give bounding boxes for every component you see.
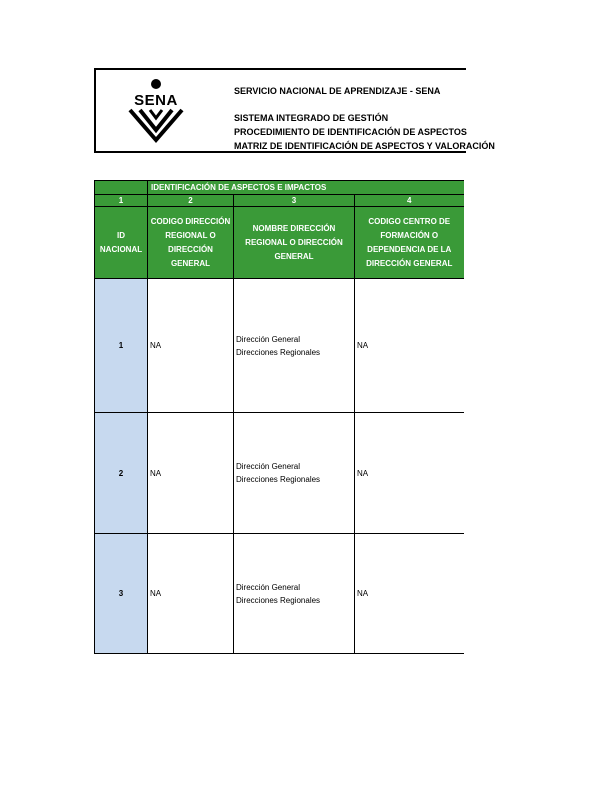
header-line-4: MATRIZ DE IDENTIFICACIÓN DE ASPECTOS Y VALORACIÓN	[234, 141, 495, 151]
header-line-3: PROCEDIMIENTO DE IDENTIFICACIÓN DE ASPECTOS	[234, 127, 467, 137]
document-header	[94, 68, 495, 153]
column-number: 2	[148, 195, 234, 207]
row-nombre-line-2: Direcciones Regionales	[236, 595, 321, 605]
row-centro: NA	[355, 413, 464, 534]
row-nombre	[234, 279, 355, 413]
column-number: 1	[95, 195, 148, 207]
row-codigo: NA	[148, 279, 234, 413]
row-nombre	[234, 413, 355, 534]
sena-logo-icon	[124, 78, 188, 144]
column-number: 3	[234, 195, 355, 207]
row-codigo: NA	[148, 534, 234, 654]
header-id-nacional: ID NACIONAL	[95, 207, 148, 279]
row-id: 1	[95, 279, 148, 413]
group-header-row	[95, 181, 464, 195]
group-title: IDENTIFICACIÓN DE ASPECTOS E IMPACTOS	[148, 181, 464, 195]
row-nombre	[234, 534, 355, 654]
row-id: 3	[95, 534, 148, 654]
row-nombre-line-1: Dirección General	[236, 462, 301, 471]
group-header-blank	[95, 181, 148, 195]
table-row	[95, 279, 464, 413]
header-line-2: SISTEMA INTEGRADO DE GESTIÓN	[234, 113, 389, 123]
table-row	[95, 413, 464, 534]
column-number-row	[95, 195, 464, 207]
column-number: 4	[355, 195, 464, 207]
header-codigo-centro: CODIGO CENTRO DE FORMACIÓN O DEPENDENCIA DE LA DIRECCIÓN GENERAL	[355, 207, 464, 279]
column-header-row	[95, 207, 464, 279]
row-nombre-line-2: Direcciones Regionales	[236, 475, 321, 484]
logo-text: SENA	[134, 92, 178, 109]
row-nombre-line-1: Dirección General	[236, 582, 301, 592]
row-id: 2	[95, 413, 148, 534]
row-centro: NA	[355, 534, 464, 654]
row-nombre-line-1: Dirección General	[236, 334, 301, 344]
table-row	[95, 534, 464, 654]
row-centro: NA	[355, 279, 464, 413]
sena-logo	[124, 78, 188, 144]
row-nombre-line-2: Direcciones Regionales	[236, 347, 321, 357]
header-codigo-direccion: CODIGO DIRECCIÓN REGIONAL O DIRECCIÓN GENERAL	[148, 207, 234, 279]
header-line-1: SERVICIO NACIONAL DE APRENDIZAJE - SENA	[234, 86, 441, 96]
row-codigo: NA	[148, 413, 234, 534]
aspects-table	[94, 180, 464, 654]
header-nombre-direccion: NOMBRE DIRECCIÓN REGIONAL O DIRECCIÓN GENERAL	[234, 207, 355, 279]
